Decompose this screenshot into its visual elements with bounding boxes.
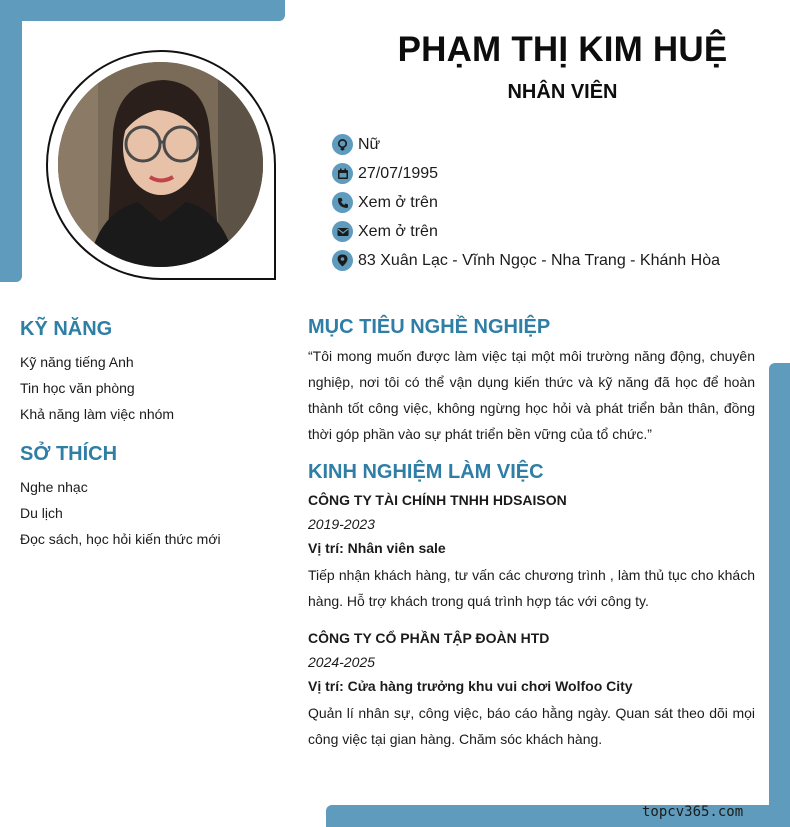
- job-entry: [308, 626, 755, 752]
- hobby-item: Nghe nhạc: [20, 479, 88, 495]
- objective-title: MỤC TIÊU NGHỀ NGHIỆP: [308, 316, 551, 338]
- contact-phone-text: Xem ở trên: [358, 193, 438, 211]
- left-column: [20, 318, 280, 552]
- contact-birthdate: [332, 159, 782, 188]
- frame-right-bar: [769, 363, 790, 827]
- email-icon: [332, 221, 353, 242]
- hobbies-title: SỞ THÍCH: [20, 443, 118, 465]
- job-position: Vị trí: Cửa hàng trưởng khu vui chơi Wolfoo City: [308, 678, 633, 694]
- job-period: 2024-2025: [308, 654, 375, 670]
- skill-item: Khả năng làm việc nhóm: [20, 406, 175, 422]
- contact-birthdate-text: 27/07/1995: [358, 164, 439, 182]
- right-column: [308, 316, 755, 752]
- job-period: 2019-2023: [308, 516, 375, 532]
- hobby-item: Đọc sách, học hỏi kiến thức mới: [20, 531, 221, 547]
- contact-email-text: Xem ở trên: [358, 222, 438, 240]
- watermark-text: topcv365.com: [642, 804, 744, 820]
- contact-phone: [332, 188, 782, 217]
- candidate-name: PHẠM THỊ KIM HUỆ: [397, 30, 728, 69]
- job-description: Tiếp nhận khách hàng, tư vấn các chương trình , làm thủ tục cho khách hàng. Hỗ trợ khách trong quá trình hợp tác với công ty.: [308, 567, 755, 609]
- frame-top-bar: [0, 0, 285, 21]
- job-description: Quản lí nhân sự, công việc, báo cáo hằng ngày. Quan sát theo dõi mọi công việc tại gian hàng. Chăm sóc khách hàng.: [308, 705, 755, 747]
- job-company: CÔNG TY TÀI CHÍNH TNHH HDSAISON: [308, 492, 567, 508]
- calendar-icon: [332, 163, 353, 184]
- candidate-role: NHÂN VIÊN: [507, 81, 618, 103]
- phone-icon: [332, 192, 353, 213]
- profile-photo: [58, 62, 263, 267]
- contact-list: [332, 130, 782, 275]
- skill-item: Kỹ năng tiếng Anh: [20, 354, 134, 370]
- contact-address: [332, 246, 782, 275]
- skill-item: Tin học văn phòng: [20, 380, 135, 396]
- contact-gender: [332, 130, 782, 159]
- frame-left-bar: [0, 0, 22, 282]
- gender-icon: [332, 134, 353, 155]
- skills-title: KỸ NĂNG: [20, 318, 113, 340]
- contact-gender-text: Nữ: [358, 135, 381, 153]
- job-position: Vị trí: Nhân viên sale: [308, 540, 446, 556]
- hobby-item: Du lịch: [20, 505, 63, 521]
- job-entry: [308, 488, 755, 614]
- experience-title: KINH NGHIỆM LÀM VIỆC: [308, 461, 544, 483]
- objective-text: “Tôi mong muốn được làm việc tại một môi trường năng động, chuyên nghiệp, nơi tôi có thể vận dụng kiến thức và kỹ năng đã học để hoàn thành tốt công việc, không ngừng học hỏi và phát triển bản thân, đồng thời góp phần vào sự phát triển bền vững của tổ chức.”: [308, 348, 755, 442]
- job-company: CÔNG TY CỔ PHẦN TẬP ĐOÀN HTD: [308, 630, 550, 646]
- location-icon: [332, 250, 353, 271]
- contact-address-text: 83 Xuân Lạc - Vĩnh Ngọc - Nha Trang - Khánh Hòa: [358, 251, 720, 269]
- contact-email: [332, 217, 782, 246]
